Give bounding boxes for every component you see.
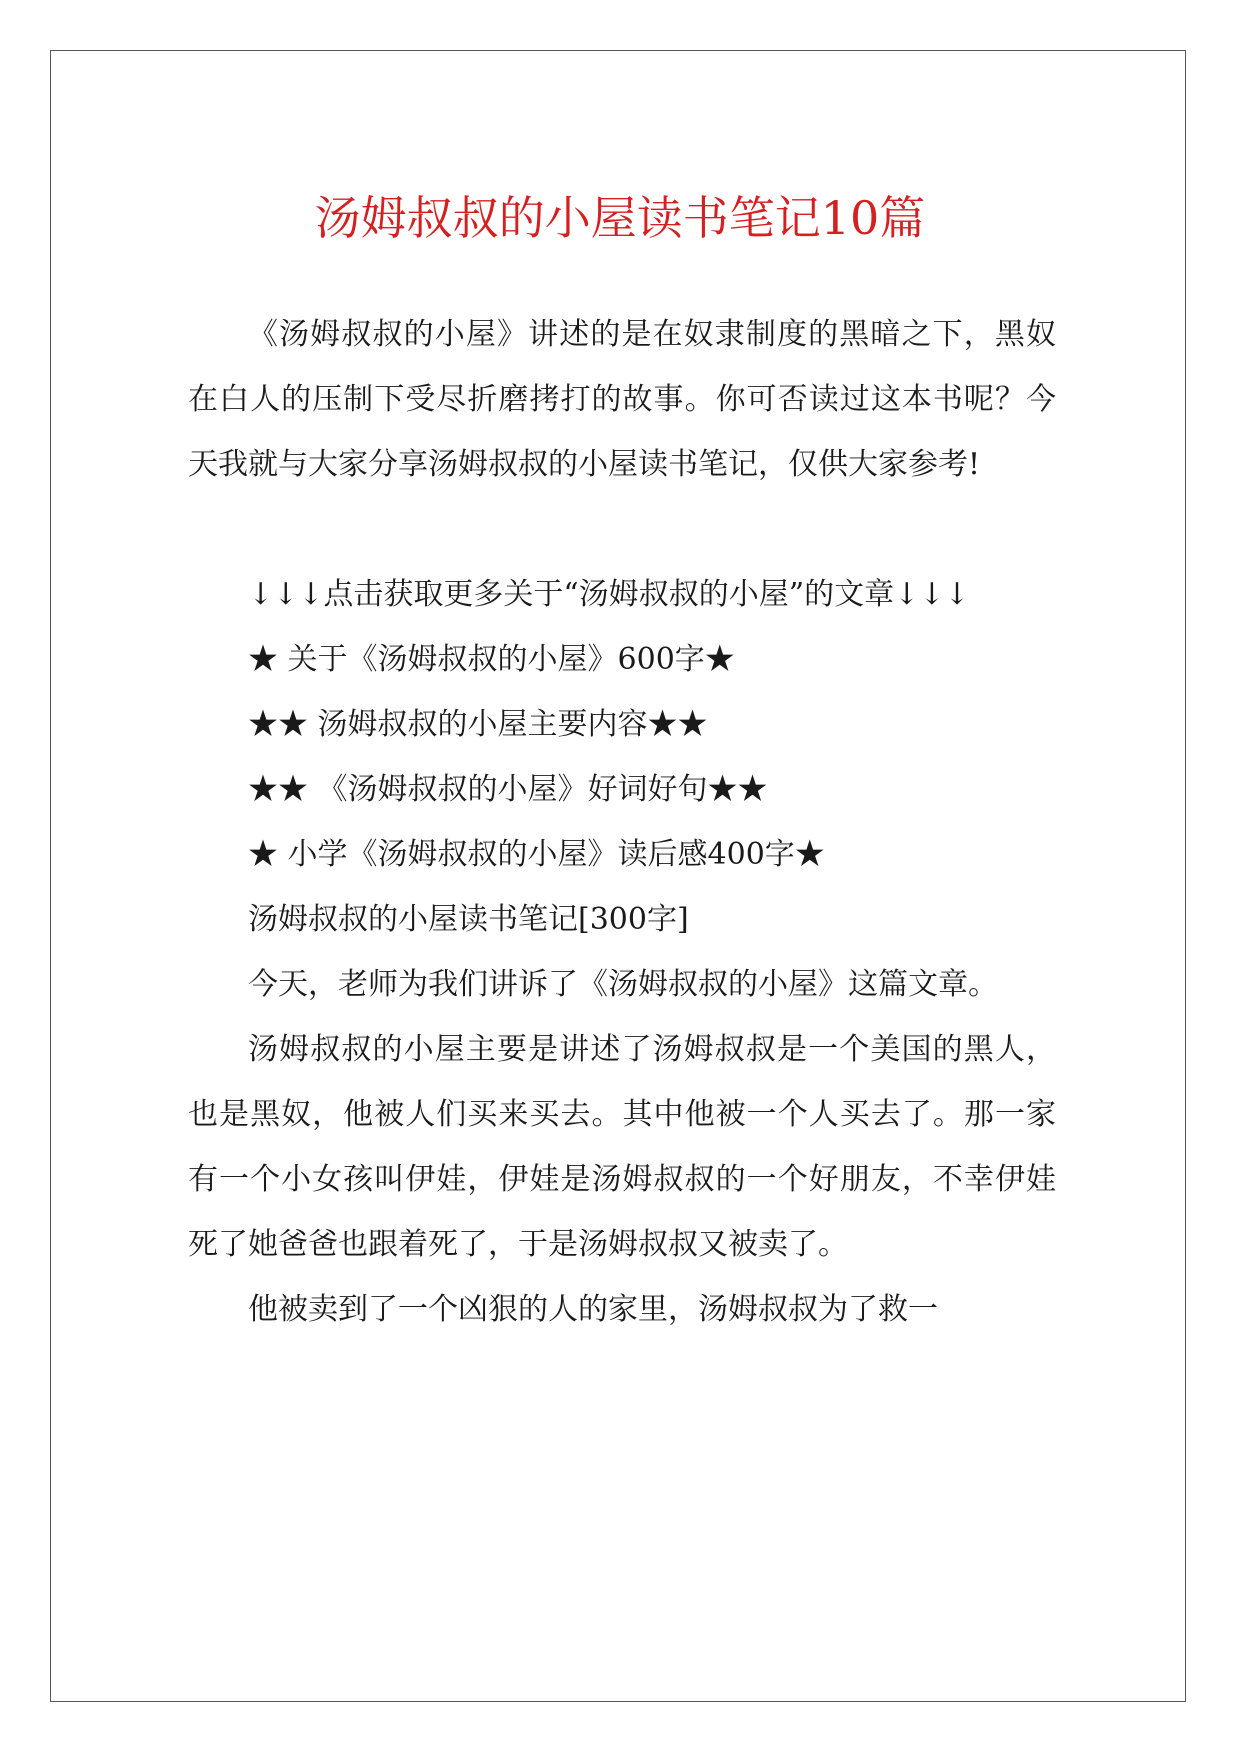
body-paragraph: 汤姆叔叔的小屋主要是讲述了汤姆叔叔是一个美国的黑人，也是黑奴，他被人们买来买去。其中他被一个人买去了。那一家有一个小女孩叫伊娃，伊娃是汤姆叔叔的一个好朋友，不幸伊娃死了她爸爸也跟着死了，于是汤姆叔叔又被卖了。 [188,1032,1056,1262]
section-heading: 汤姆叔叔的小屋读书笔记[300字] [248,902,689,937]
related-link-3[interactable]: ★★ 《汤姆叔叔的小屋》好词好句★★ [248,772,768,807]
related-link-4[interactable]: ★ 小学《汤姆叔叔的小屋》读后感400字★ [248,837,825,872]
body-paragraph: 今天，老师为我们讲诉了《汤姆叔叔的小屋》这篇文章。 [248,967,998,1002]
document-body [188,302,1056,1342]
related-link-1[interactable]: ★ 关于《汤姆叔叔的小屋》600字★ [248,642,735,677]
body-paragraph: 他被卖到了一个凶狠的人的家里，汤姆叔叔为了救一 [248,1292,938,1327]
document-title: 汤姆叔叔的小屋读书笔记10篇 [314,191,926,245]
paragraph-spacer [188,497,1056,562]
related-link-2[interactable]: ★★ 汤姆叔叔的小屋主要内容★★ [248,707,708,742]
intro-paragraph: 《汤姆叔叔的小屋》讲述的是在奴隶制度的黑暗之下，黑奴在白人的压制下受尽折磨拷打的故事。你可否读过这本书呢？今天我就与大家分享汤姆叔叔的小屋读书笔记，仅供大家参考! [188,317,1056,482]
more-articles-link[interactable]: ↓↓↓点击获取更多关于“汤姆叔叔的小屋”的文章↓↓↓ [248,577,970,612]
